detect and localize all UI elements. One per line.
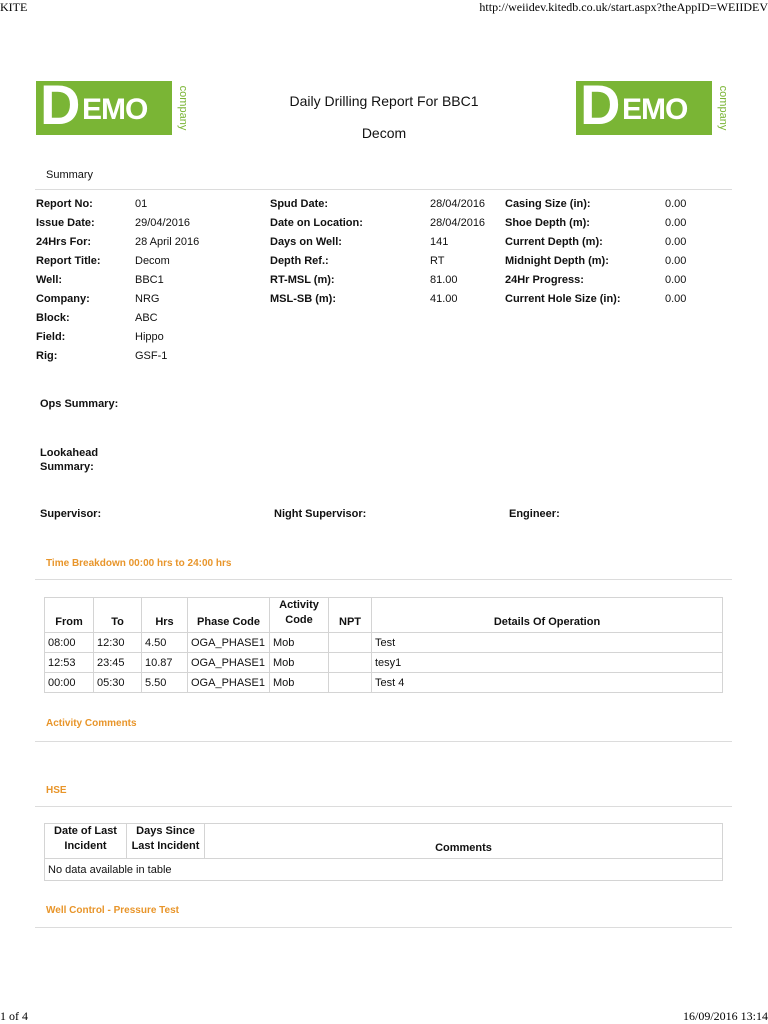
cell-phase-code: OGA_PHASE1 <box>188 633 270 653</box>
field-label: Report No: <box>36 198 93 210</box>
field-label: Well: <box>36 274 63 286</box>
column-header-phase-code: Phase Code <box>188 598 270 633</box>
engineer-label: Engineer: <box>509 508 560 520</box>
field-value: 0.00 <box>665 255 687 267</box>
cell-hrs: 5.50 <box>142 673 188 693</box>
lookahead-summary-label: Lookahead Summary: <box>40 447 99 473</box>
field-label: Block: <box>36 312 70 324</box>
field-value: Decom <box>135 255 170 267</box>
cell-from: 12:53 <box>45 653 94 673</box>
table-row <box>45 653 723 673</box>
page-url[interactable]: http://weiidev.kitedb.co.uk/start.aspx?theAppID=WEIIDEV <box>479 0 768 14</box>
field-value: 81.00 <box>430 274 458 286</box>
table-row <box>45 673 723 693</box>
column-header-comments: Comments <box>205 824 723 859</box>
hse-table <box>44 823 723 881</box>
cell-phase-code: OGA_PHASE1 <box>188 653 270 673</box>
ops-summary-label: Ops Summary: <box>40 398 119 410</box>
cell-details: tesy1 <box>372 653 723 673</box>
field-label: Shoe Depth (m): <box>505 217 590 229</box>
cell-from: 00:00 <box>45 673 94 693</box>
column-header-hrs: Hrs <box>142 598 188 633</box>
cell-phase-code: OGA_PHASE1 <box>188 673 270 693</box>
cell-npt <box>329 653 372 673</box>
column-header-activity-code: Activity Code <box>270 598 329 633</box>
print-datetime: 16/09/2016 13:14 <box>682 1009 768 1023</box>
cell-npt <box>329 673 372 693</box>
field-label: Rig: <box>36 350 58 362</box>
empty-table-message: No data available in table <box>45 859 723 881</box>
field-label: Spud Date: <box>270 198 329 210</box>
cell-npt <box>329 633 372 653</box>
hse-heading: HSE <box>46 785 67 796</box>
field-value: 0.00 <box>665 293 687 305</box>
divider <box>35 189 732 190</box>
column-header-to: To <box>94 598 142 633</box>
field-label: Report Title: <box>36 255 101 267</box>
field-value: 28/04/2016 <box>430 217 486 229</box>
table-row <box>45 633 723 653</box>
field-label: Casing Size (in): <box>505 198 591 210</box>
cell-from: 08:00 <box>45 633 94 653</box>
field-label: Days on Well: <box>270 236 342 248</box>
app-name: KITE <box>0 0 28 14</box>
field-value: 0.00 <box>665 274 687 286</box>
report-title: Daily Drilling Report For BBC1 <box>289 93 479 109</box>
cell-to: 23:45 <box>94 653 142 673</box>
field-value: BBC1 <box>135 274 164 286</box>
company-logo-left: D EMO company <box>36 81 188 135</box>
cell-to: 05:30 <box>94 673 142 693</box>
field-value: 01 <box>135 198 148 210</box>
field-label: Depth Ref.: <box>270 255 329 267</box>
column-header-details: Details Of Operation <box>372 598 723 633</box>
report-subtitle: Decom <box>361 125 407 141</box>
field-value: GSF-1 <box>135 350 168 362</box>
field-value: ABC <box>135 312 158 324</box>
cell-details: Test 4 <box>372 673 723 693</box>
cell-hrs: 4.50 <box>142 633 188 653</box>
column-header-npt: NPT <box>329 598 372 633</box>
summary-heading: Summary <box>46 169 94 181</box>
field-label: Current Depth (m): <box>505 236 603 248</box>
field-value: RT <box>430 255 445 267</box>
field-label: 24Hr Progress: <box>505 274 584 286</box>
divider <box>35 806 732 807</box>
divider <box>35 927 732 928</box>
field-label: Issue Date: <box>36 217 95 229</box>
field-value: 141 <box>430 236 449 248</box>
field-label: RT-MSL (m): <box>270 274 335 286</box>
well-control-heading: Well Control - Pressure Test <box>46 905 179 916</box>
field-value: 28/04/2016 <box>430 198 486 210</box>
activity-comments-heading: Activity Comments <box>46 718 137 729</box>
cell-activity-code: Mob <box>270 673 329 693</box>
cell-activity-code: Mob <box>270 653 329 673</box>
page-number: 1 of 4 <box>0 1009 28 1023</box>
table-row <box>45 859 723 881</box>
supervisor-label: Supervisor: <box>40 508 102 520</box>
field-value: 0.00 <box>665 217 687 229</box>
field-label: MSL-SB (m): <box>270 293 336 305</box>
field-label: Company: <box>36 293 90 305</box>
cell-hrs: 10.87 <box>142 653 188 673</box>
night-supervisor-label: Night Supervisor: <box>274 508 367 520</box>
cell-activity-code: Mob <box>270 633 329 653</box>
field-value: Hippo <box>135 331 164 343</box>
field-value: 28 April 2016 <box>135 236 200 248</box>
field-label: Midnight Depth (m): <box>505 255 609 267</box>
cell-to: 12:30 <box>94 633 142 653</box>
company-logo-right: D EMO company <box>576 81 728 135</box>
field-label: 24Hrs For: <box>36 236 92 248</box>
time-breakdown-heading: Time Breakdown 00:00 hrs to 24:00 hrs <box>46 558 232 569</box>
field-label: Field: <box>36 331 66 343</box>
divider <box>35 741 732 742</box>
time-breakdown-table <box>44 597 723 693</box>
column-header-from: From <box>45 598 94 633</box>
field-value: 41.00 <box>430 293 458 305</box>
divider <box>35 579 732 580</box>
field-label: Current Hole Size (in): <box>505 293 621 305</box>
field-label: Date on Location: <box>270 217 363 229</box>
field-value: 29/04/2016 <box>135 217 191 229</box>
cell-details: Test <box>372 633 723 653</box>
column-header-date-of-last-incident: Date of Last Incident <box>45 824 127 859</box>
field-value: 0.00 <box>665 198 687 210</box>
field-value: 0.00 <box>665 236 687 248</box>
column-header-days-since-last-incident: Days Since Last Incident <box>127 824 205 859</box>
field-value: NRG <box>135 293 160 305</box>
